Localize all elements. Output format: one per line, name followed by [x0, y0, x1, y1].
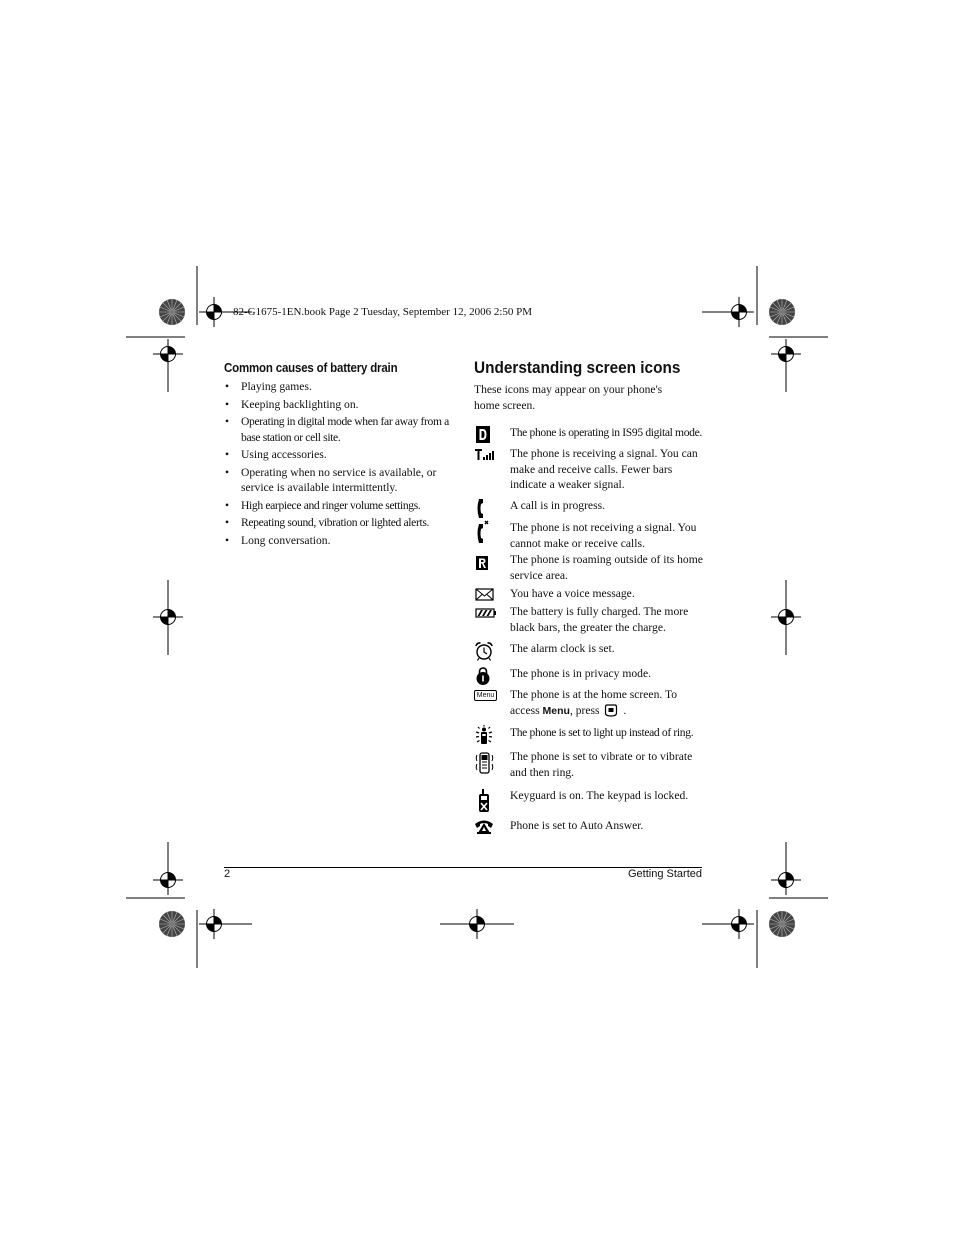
menu-icon: Menu [474, 690, 497, 701]
list-item: • Using accessories. [225, 448, 327, 461]
icon-description: The phone is at the home screen. To access Menu, press . [510, 688, 678, 717]
icon-description: You have a voice message. [510, 587, 635, 600]
battery-drain-heading: Common causes of battery drain [224, 361, 398, 375]
signal-strength-icon [474, 446, 496, 468]
list-item: • Operating when no service is available, or service is available intermittently. [225, 465, 437, 494]
list-item: • Long conversation. [225, 533, 331, 547]
list-item: • Keeping backlighting on. [225, 397, 359, 411]
battery-drain-list [224, 379, 456, 550]
digital-mode-icon [474, 425, 496, 447]
alarm-clock-icon [474, 641, 496, 663]
icon-description: The phone is receiving a signal. You can make and receive calls. Fewer bars indicate a weaker signal. [510, 447, 698, 491]
vibrate-then-ring-icon [474, 749, 496, 777]
icon-description: The phone is roaming outside of its home service area. [510, 553, 703, 582]
light-alert-icon [474, 725, 496, 747]
icon-description: The phone is set to vibrate or to vibrate and then ring. [510, 750, 693, 779]
keyguard-icon [474, 788, 496, 814]
icon-description: Keyguard is on. The keypad is locked. [510, 789, 689, 802]
screen-icons-intro: These icons may appear on your phone's home screen. [474, 383, 663, 412]
menu-label: Menu [542, 704, 570, 717]
icon-description: The phone is operating in IS95 digital mode. [510, 426, 702, 439]
roaming-icon [474, 552, 496, 574]
list-item: • Playing games. [225, 380, 312, 393]
call-in-progress-icon [474, 498, 496, 520]
page-number: 2 [224, 868, 231, 880]
battery-icon [474, 604, 498, 626]
no-signal-icon [474, 520, 496, 546]
list-item: • Repeating sound, vibration or lighted alerts. [225, 516, 430, 529]
icon-description: The battery is fully charged. The more black bars, the greater the charge. [510, 605, 689, 634]
footer-section-title: Getting Started [628, 868, 702, 880]
icon-description: The phone is not receiving a signal. You cannot make or receive calls. [510, 521, 697, 550]
icon-description: The phone is in privacy mode. [510, 667, 652, 680]
icon-description: The phone is set to light up instead of ring. [510, 726, 694, 739]
screen-icons-heading: Understanding screen icons [474, 359, 681, 377]
list-item: • Operating in digital mode when far away from a base station or cell site. [225, 415, 449, 444]
icon-description: A call is in progress. [510, 499, 605, 512]
icon-description: The alarm clock is set. [510, 642, 615, 655]
privacy-mode-icon [474, 666, 496, 688]
print-header: 82-G1675-1EN.book Page 2 Tuesday, September 12, 2006 2:50 PM [233, 306, 533, 318]
select-key-icon [604, 703, 618, 717]
list-item: • High earpiece and ringer volume settings. [225, 498, 421, 512]
auto-answer-icon [474, 818, 496, 840]
icon-description: Phone is set to Auto Answer. [510, 819, 644, 832]
